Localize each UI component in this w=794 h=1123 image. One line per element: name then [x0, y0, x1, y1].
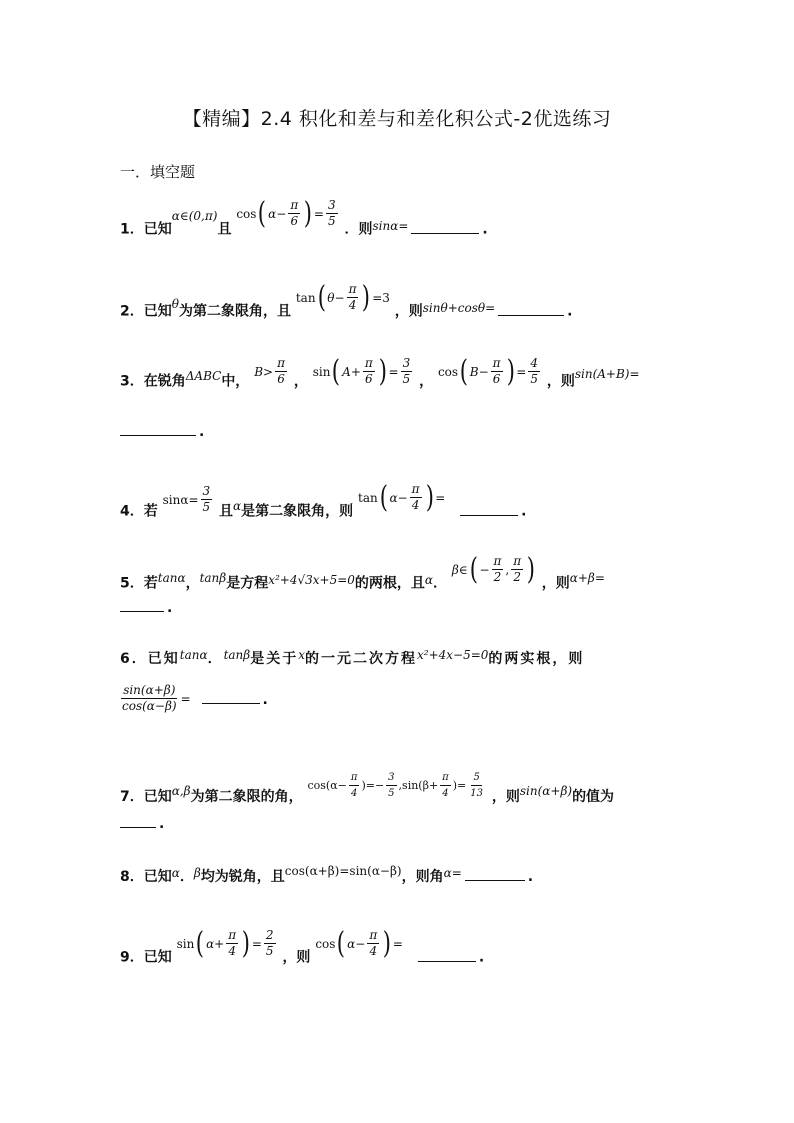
q1-math-2 [236, 195, 339, 231]
q6-frac [120, 683, 179, 714]
q3-frac-1-num: π [277, 356, 285, 370]
q7-eq-neg: )=− [361, 779, 385, 792]
q9-math-2 [315, 925, 403, 961]
q3-frac-1 [275, 356, 287, 387]
page-title: 【精编】2.4 积化和差与和差化积公式-2优选练习 [182, 108, 612, 130]
q1-text-2: 且 [217, 221, 232, 238]
q7-text-4: 的值为 [572, 789, 615, 805]
q8-text-2: ． [179, 869, 194, 885]
q6-text-6: . [262, 692, 268, 708]
q1-frac-2-num: 3 [327, 198, 336, 212]
q3-frac-5-num: 4 [530, 356, 538, 370]
q5-text-1: 若 [143, 575, 158, 592]
q7-text-5: . [159, 816, 165, 832]
q4-number: 4． [120, 503, 144, 520]
q9-text-2: ，则 [282, 949, 311, 966]
q9-number: 9． [120, 949, 144, 966]
q1-math-3: sinα= [372, 218, 409, 233]
q6-eq: = [180, 691, 191, 706]
q3-frac-3 [401, 356, 413, 387]
q4-math-2: α [233, 498, 242, 513]
q4-inner: α− [389, 490, 408, 505]
question-3-answer-line [120, 424, 734, 440]
q9-inner-2: α− [347, 936, 366, 951]
q3-math-2 [254, 356, 289, 387]
q9-eq-2: = [392, 936, 403, 951]
question-5-answer-line [120, 600, 734, 616]
q2-fn: tan [295, 290, 316, 305]
q5-frac-2-num: π [513, 554, 522, 568]
q9-text-1: 已知 [143, 949, 172, 966]
q7-frac-1 [349, 770, 360, 801]
q5-minus: − [479, 562, 490, 577]
q9-math-1 [176, 925, 278, 961]
q4-sin-eq: sinα= [162, 492, 199, 507]
q4-frac-2-num: π [411, 482, 420, 496]
q4-lparen: ( [379, 479, 388, 515]
q4-text-1: 若 [143, 503, 158, 520]
q3-lparen-2: ( [332, 353, 341, 389]
q1-lparen: ( [258, 195, 267, 231]
q3-rparen-2: ) [378, 353, 387, 389]
q7-frac-1-num: π [349, 770, 360, 786]
q3-rparen-3: ) [506, 353, 515, 389]
q3-frac-5-den: 5 [530, 372, 538, 386]
q4-eq: = [435, 490, 446, 505]
q5-answer-blank[interactable] [120, 610, 164, 612]
q6-text-4: 的一元二次方程 [305, 651, 417, 667]
q2-text-1: 已知 [143, 303, 172, 320]
question-4 [120, 479, 734, 527]
q5-math-5 [451, 551, 537, 587]
q2-text-3: ，则 [394, 303, 423, 320]
q9-frac-2-num: 2 [265, 928, 274, 942]
q1-eq: = [313, 206, 324, 221]
q7-math-1: α,β [171, 784, 191, 798]
q6-text-5: 的两实根，则 [488, 651, 585, 667]
q8-math-2: β [193, 866, 201, 880]
q3-frac-3-num: 3 [402, 356, 411, 370]
q4-frac-1-num: 3 [202, 484, 211, 498]
q8-math-3: cos(α+β)=sin(α−β) [284, 864, 402, 878]
q7-math-2 [307, 770, 487, 801]
q5-text-7: . [167, 600, 173, 616]
q1-frac-1-num: π [290, 198, 299, 212]
q5-math-2: tanβ [199, 570, 227, 585]
q9-text-3: . [478, 949, 485, 966]
q7-frac-2 [386, 770, 396, 801]
q7-answer-blank[interactable] [120, 826, 156, 828]
question-7-answer-line [120, 816, 734, 832]
q3-text-1: 在锐角 [143, 373, 186, 390]
q2-frac-num: π [348, 282, 357, 296]
q3-inner-3: B− [469, 364, 489, 379]
q9-answer-blank[interactable] [418, 960, 476, 962]
q9-frac-3-den: 4 [369, 944, 378, 958]
q9-rparen-2: ) [382, 925, 392, 961]
q7-math-3: sin(α+β) [519, 784, 573, 798]
q8-text-1: 已知 [143, 869, 172, 885]
q4-frac-1 [201, 484, 213, 515]
q3-text-5: ，则 [546, 373, 575, 390]
q4-answer-blank[interactable] [460, 514, 518, 516]
q9-eq-1: = [251, 936, 262, 951]
q3-frac-4-den: 6 [492, 372, 501, 386]
q6-math-5 [120, 683, 191, 714]
q5-frac-1-den: 2 [493, 570, 502, 584]
q5-frac-1 [492, 554, 504, 585]
q1-fn: cos [236, 206, 257, 221]
q1-text-4: . [482, 221, 488, 238]
q5-text-3: 是方程 [226, 575, 269, 592]
q3-text-6: . [199, 424, 205, 440]
q3-eq-3: = [516, 364, 527, 379]
q9-frac-1-num: π [228, 928, 237, 942]
q7-text-2: 为第二象限的角， [190, 789, 303, 805]
q6-text-1: 已知 [147, 651, 180, 667]
q2-lparen: ( [317, 279, 326, 315]
section-heading: 一．填空题 [120, 163, 196, 181]
q3-math-1: ΔABC [185, 368, 222, 383]
q6-math-4: x²+4x−5=0 [417, 648, 489, 662]
q6-answer-blank[interactable] [202, 702, 260, 704]
q3-text-3: ， [293, 373, 308, 390]
q7-text-1: 已知 [143, 789, 172, 805]
q2-eq: =3 [372, 290, 390, 305]
q7-frac-1-den: 4 [350, 788, 358, 799]
q3-frac-4-num: π [492, 356, 501, 370]
q2-inner: θ− [327, 290, 345, 305]
q6-frac-den: cos(α−β) [122, 699, 177, 713]
q2-math-2 [295, 279, 390, 315]
question-5 [120, 551, 734, 599]
q6-math-1: tanα [179, 648, 208, 662]
question-3 [120, 353, 734, 397]
q9-frac-1 [226, 928, 238, 959]
q6-text-2: ． [207, 651, 224, 667]
q7-frac-4 [468, 770, 485, 801]
q8-number: 8． [120, 869, 144, 885]
q5-number: 5． [120, 575, 144, 592]
q5-frac-1-num: π [493, 554, 502, 568]
q3-inner-2: A+ [342, 364, 361, 379]
q5-text-2: ， [185, 575, 200, 592]
q3-lparen-3: ( [459, 353, 469, 389]
q3-fn-2: sin [312, 364, 331, 379]
q4-text-3: 是第二象限角，则 [241, 503, 354, 520]
q7-frac-2-num: 3 [386, 770, 396, 786]
q1-frac-2 [326, 198, 338, 229]
q9-frac-1-den: 4 [228, 944, 237, 958]
q4-frac-1-den: 5 [202, 500, 211, 514]
q6-math-2: tanβ [223, 648, 251, 662]
q3-text-4: ， [419, 373, 434, 390]
q8-math-4: α= [443, 866, 462, 880]
q7-sin-part: ,sin(β+ [398, 779, 439, 792]
q2-text-4: . [567, 303, 573, 320]
q9-rparen-1: ) [241, 925, 251, 961]
q4-math-3 [358, 479, 446, 515]
q5-text-6: ，则 [541, 575, 570, 592]
q2-math-1: θ [171, 296, 179, 311]
q2-text-2: 为第二象限角，且 [178, 303, 291, 320]
q3-frac-2-den: 6 [365, 372, 373, 386]
q3-frac-1-den: 6 [277, 372, 285, 386]
question-2 [120, 279, 734, 327]
q7-frac-3-num: π [440, 770, 451, 786]
q6-frac-num: sin(α+β) [123, 683, 176, 697]
q3-b-gt: B> [254, 364, 274, 379]
q2-math-3: sinθ+cosθ= [422, 300, 496, 315]
q9-fn-2: cos [315, 936, 336, 951]
q3-math-4 [437, 353, 542, 389]
q2-number: 2． [120, 303, 144, 320]
q1-frac-1-den: 6 [290, 214, 299, 228]
q3-number: 3． [120, 373, 144, 390]
q3-eq-2: = [388, 364, 399, 379]
q7-cos-part: cos(α− [307, 779, 347, 792]
q3-answer-blank[interactable] [120, 434, 196, 436]
q9-fn-1: sin [176, 936, 195, 951]
q3-frac-2 [363, 356, 375, 387]
q6-number: 6． [120, 651, 148, 667]
question-6 [120, 648, 734, 668]
q1-answer-blank[interactable] [411, 232, 479, 234]
q9-lparen-1: ( [196, 925, 205, 961]
q8-answer-blank[interactable] [465, 879, 525, 881]
q7-frac-3 [440, 770, 451, 801]
q5-comma: , [505, 562, 510, 577]
q5-text-4: 的两根，且 [354, 575, 425, 592]
q9-frac-2 [264, 928, 276, 959]
q7-number: 7． [120, 789, 144, 805]
q1-number: 1． [120, 221, 144, 238]
q9-frac-2-den: 5 [265, 944, 274, 958]
q8-text-5: . [527, 869, 534, 885]
q1-math-1: α∈(0,π) [171, 208, 218, 223]
q6-text-3: 是关于 [250, 651, 299, 667]
q7-frac-3-den: 4 [442, 788, 449, 799]
q1-rparen: ) [303, 195, 313, 231]
q5-rparen: ) [526, 551, 536, 587]
q9-frac-3 [367, 928, 379, 959]
q1-text-3: ．则 [344, 221, 373, 238]
q2-frac [347, 282, 359, 313]
q7-frac-4-num: 5 [471, 770, 481, 786]
q5-math-4: α [424, 572, 434, 587]
q3-text-2: 中， [221, 373, 250, 390]
q6-math-3: x [298, 648, 305, 662]
q1-text-1: 已知 [143, 221, 172, 238]
q3-frac-4 [491, 356, 503, 387]
question-1 [120, 195, 734, 245]
question-6-answer-line [120, 682, 734, 714]
q4-math-1 [163, 484, 215, 515]
q5-frac-2-den: 2 [513, 570, 521, 584]
q1-inner: α− [268, 206, 287, 221]
q3-frac-3-den: 5 [402, 372, 411, 386]
q2-answer-blank[interactable] [498, 314, 564, 316]
q2-rparen: ) [362, 279, 371, 315]
q5-text-5: ． [433, 575, 448, 592]
q4-text-2: 且 [219, 503, 234, 520]
q5-lparen: ( [469, 551, 478, 587]
question-9 [120, 925, 734, 973]
q1-frac-1 [288, 198, 300, 229]
q4-fn: tan [358, 490, 378, 505]
q8-text-4: ，则角 [401, 869, 444, 885]
q3-fn-3: cos [437, 364, 459, 379]
q7-eq: )= [452, 779, 467, 792]
q9-lparen-2: ( [337, 925, 346, 961]
q4-frac-2 [410, 482, 422, 513]
q4-text-4: . [521, 503, 527, 520]
q3-math-3 [312, 353, 415, 389]
q7-text-3: ，则 [491, 789, 520, 805]
q3-frac-2-num: π [364, 356, 373, 370]
q4-frac-2-den: 4 [411, 498, 420, 512]
q5-math-1: tanα [157, 570, 186, 585]
q4-rparen: ) [425, 479, 434, 515]
q5-frac-2 [511, 554, 523, 585]
q5-math-6: α+β= [569, 570, 605, 585]
q3-frac-5 [528, 356, 540, 387]
q3-math-5: sin(A+B)= [574, 366, 640, 381]
question-8 [120, 866, 734, 886]
q5-beta-in: β∈ [451, 562, 468, 577]
question-7 [120, 772, 734, 813]
q8-math-1: α [171, 866, 180, 880]
q2-frac-den: 4 [348, 298, 357, 312]
q7-frac-4-den: 13 [470, 788, 483, 799]
q9-frac-3-num: π [369, 928, 378, 942]
q9-inner-1: α+ [206, 936, 225, 951]
q7-frac-2-den: 5 [388, 788, 395, 799]
q1-frac-2-den: 5 [327, 214, 336, 228]
q8-text-3: 均为锐角，且 [200, 869, 285, 885]
q5-math-3: x²+4√3x+5=0 [268, 572, 355, 587]
